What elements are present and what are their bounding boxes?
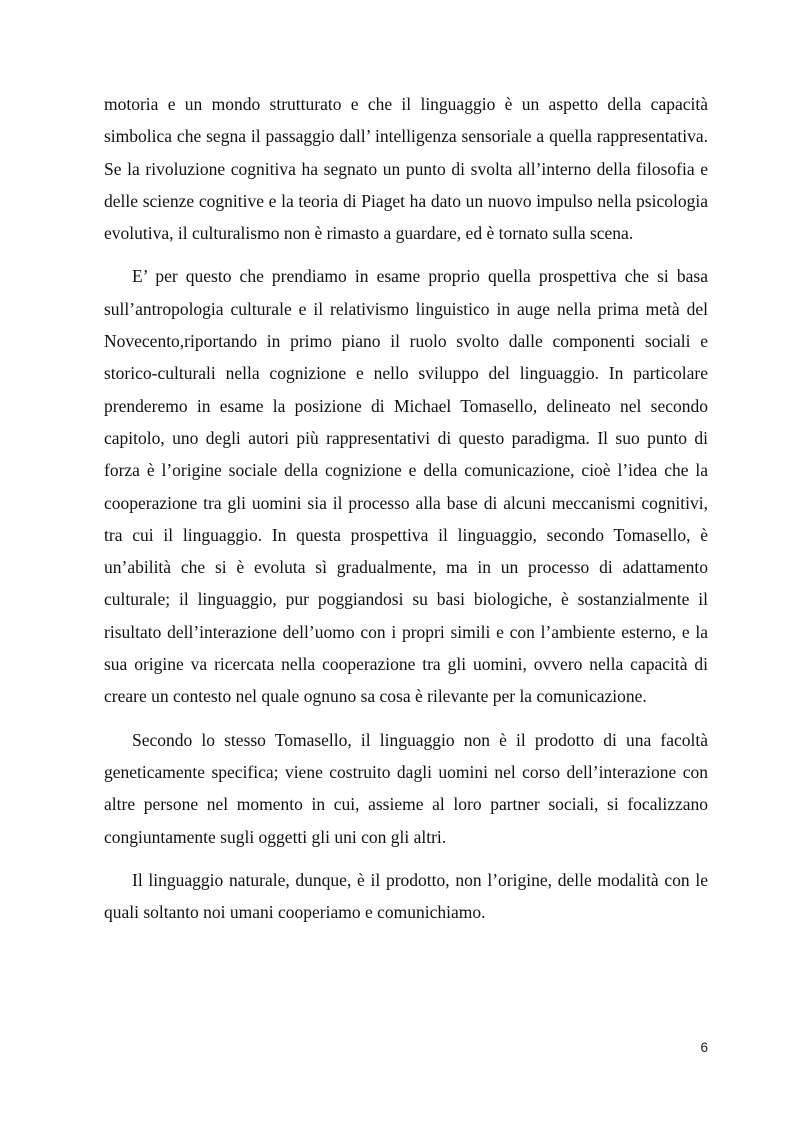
body-text <box>104 88 708 928</box>
paragraph-2: E’ per questo che prendiamo in esame proprio quella prospettiva che si basa sull’antropologia culturale e il relativismo linguistico in auge nella prima metà del Novecento,riportando in primo piano il ruolo svolto dalle componenti sociali e storico-culturali nella cognizione e nello sviluppo del linguaggio. In particolare prenderemo in esame la posizione di Michael Tomasello, delineato nel secondo capitolo, uno degli autori più rappresentativi di questo paradigma. Il suo punto di forza è l’origine sociale della cognizione e della comunicazione, cioè l’idea che la cooperazione tra gli uomini sia il processo alla base di alcuni meccanismi cognitivi, tra cui il linguaggio. In questa prospettiva il linguaggio, secondo Tomasello, è un’abilità che si è evoluta sì gradualmente, ma in un processo di adattamento culturale; il linguaggio, pur poggiandosi su basi biologiche, è sostanzialmente il risultato dell’interazione dell’uomo con i propri simili e con l’ambiente esterno, e la sua origine va ricercata nella cooperazione tra gli uomini, ovvero nella capacità di creare un contesto nel quale ognuno sa cosa è rilevante per la comunicazione. <box>104 266 708 707</box>
page-number: 6 <box>700 1040 708 1055</box>
paragraph-4: Il linguaggio naturale, dunque, è il prodotto, non l’origine, delle modalità con le quali soltanto noi umani cooperiamo e comunichiamo. <box>104 869 708 923</box>
paragraph-1: motoria e un mondo strutturato e che il linguaggio è un aspetto della capacità simbolica che segna il passaggio dall’ intelligenza sensoriale a quella rappresentativa. Se la rivoluzione cognitiva ha segnato un punto di svolta all’interno della filosofia e delle scienze cognitive e la teoria di Piaget ha dato un nuovo impulso nella psicologia evolutiva, il culturalismo non è rimasto a guardare, ed è tornato sulla scena. <box>104 94 708 244</box>
paragraph-3: Secondo lo stesso Tomasello, il linguaggio non è il prodotto di una facoltà geneticamente specifica; viene costruito dagli uomini nel corso dell’interazione con altre persone nel momento in cui, assieme al loro partner sociali, si focalizzano congiuntamente sugli oggetti gli uni con gli altri. <box>104 729 708 847</box>
